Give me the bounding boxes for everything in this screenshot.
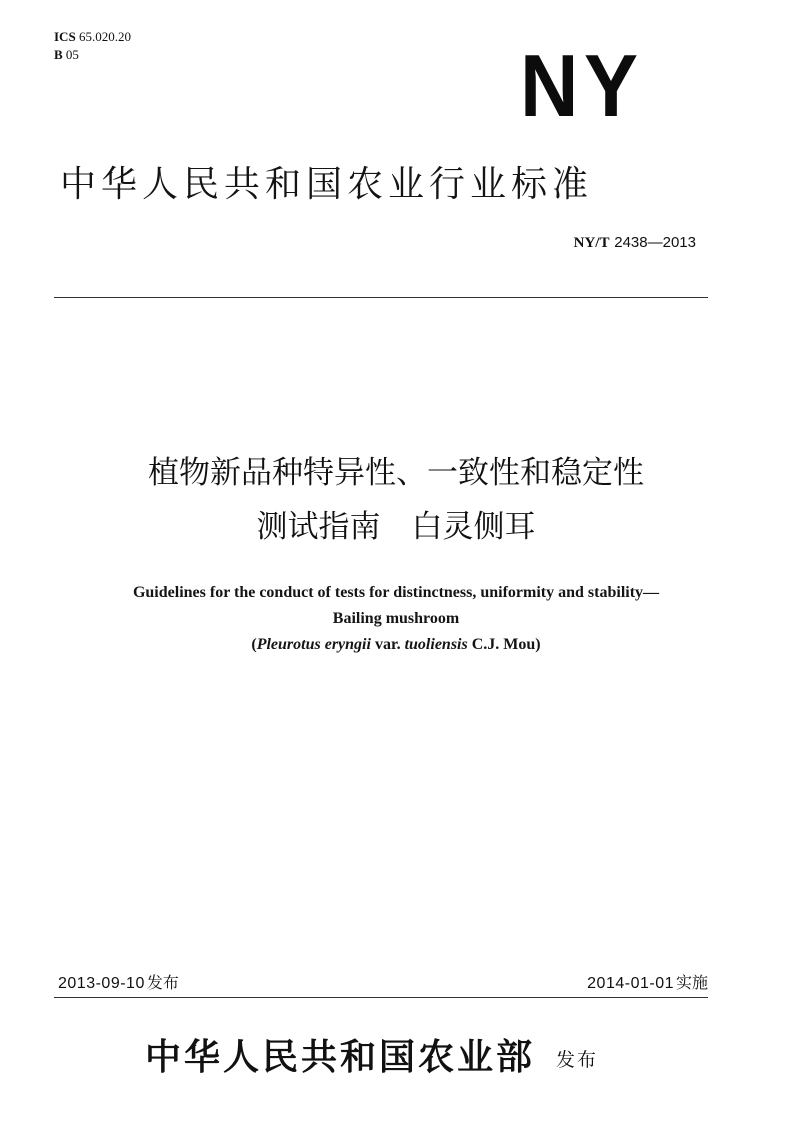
doc-number-value: 2438—2013	[614, 234, 696, 251]
ics-label: ICS	[54, 29, 76, 44]
title-cn-line1: 植物新品种特异性、一致性和稳定性	[148, 455, 644, 491]
ics-code	[54, 29, 131, 45]
document-number	[490, 232, 696, 253]
issue-label: 发布	[146, 973, 179, 992]
standard-type-heading: 中华人民共和国农业行业标准	[60, 164, 594, 205]
ny-logo: NY	[520, 36, 644, 135]
top-divider	[54, 297, 708, 298]
ics-value: 65.020.20	[78, 29, 131, 44]
author-citation: C.J. Mou	[467, 636, 536, 653]
implementation-date	[587, 972, 708, 995]
implement-label: 实施	[675, 973, 708, 992]
class-label: B	[54, 47, 63, 62]
scientific-genus: Pleurotus eryngii	[256, 636, 371, 653]
title-cn-line2: 测试指南 白灵侧耳	[256, 509, 536, 545]
scientific-variety: tuoliensis	[404, 636, 468, 653]
title-en-line3	[40, 634, 752, 656]
class-value: 05	[65, 47, 79, 62]
var-marker: var.	[370, 636, 405, 653]
publisher-verb: 发布	[556, 1049, 599, 1071]
publisher-name: 中华人民共和国农业部	[145, 1036, 536, 1078]
paren-close: )	[535, 636, 541, 653]
title-en-line1: Guidelines for the conduct of tests for distinctness, uniformity and stability—	[132, 584, 660, 601]
doc-prefix: NY/T	[573, 235, 610, 251]
classification-code	[54, 47, 79, 63]
implement-date-value: 2014-01-01	[587, 975, 674, 992]
issue-date	[58, 972, 179, 995]
title-en-line2: Bailing mushroom	[332, 610, 460, 627]
issue-date-value: 2013-09-10	[58, 975, 145, 992]
bottom-divider	[54, 997, 708, 998]
paren-open: (	[251, 636, 257, 653]
